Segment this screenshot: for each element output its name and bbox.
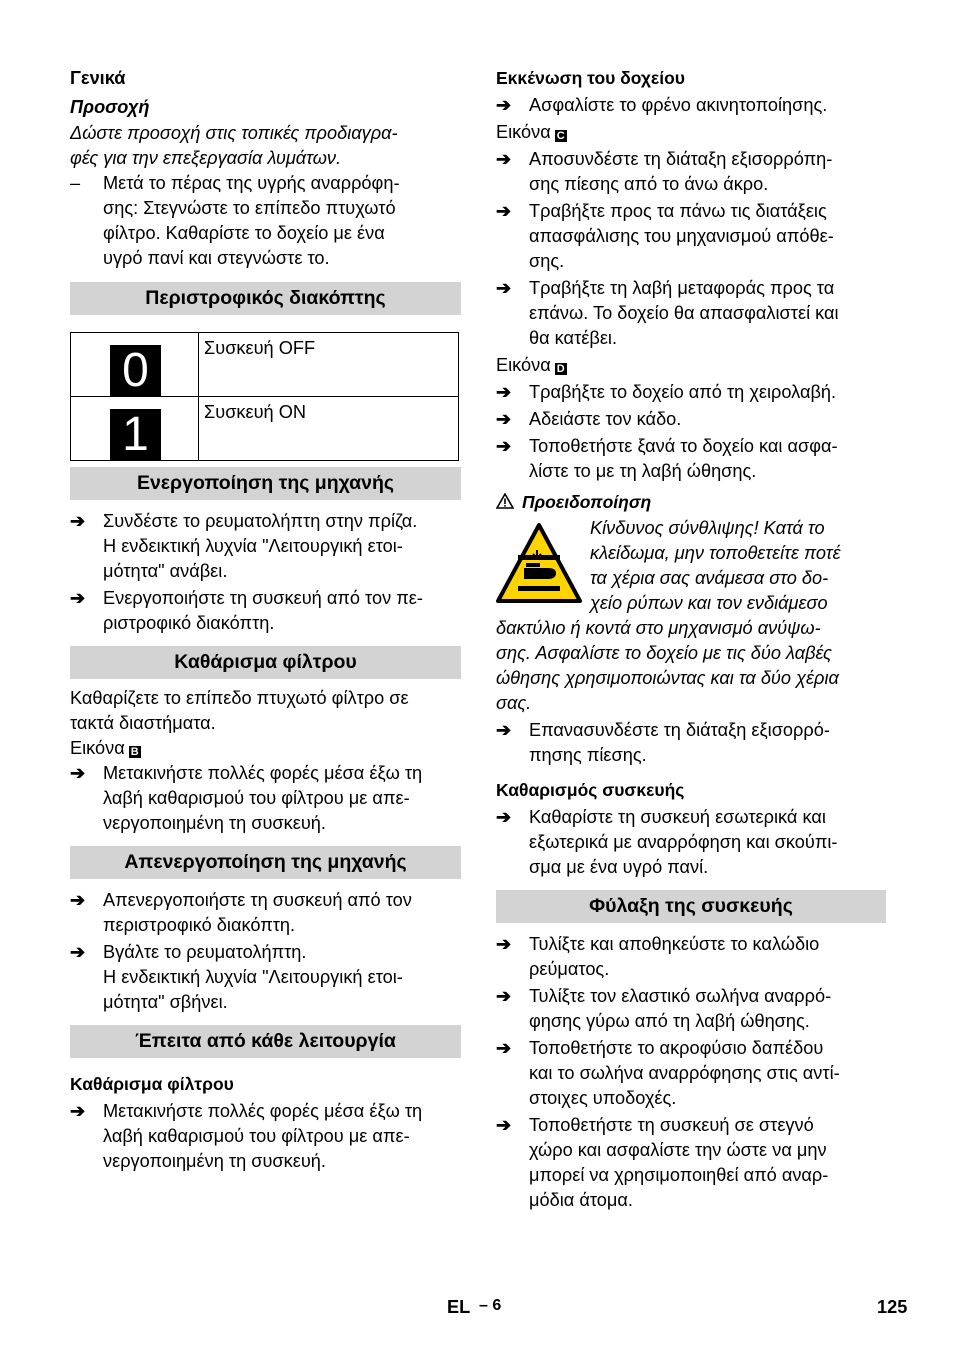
warning-label: Προειδοποίηση	[522, 492, 652, 512]
item-line: σης: Στεγνώστε το επίπεδο πτυχωτό	[103, 198, 396, 218]
arrow-right-icon: ➔	[70, 942, 86, 962]
item-line: σης πίεσης από το άνω άκρο.	[529, 174, 769, 194]
arrow-right-icon: ➔	[496, 986, 512, 1006]
subheading-filter-cleaning: Καθάρισμα φίλτρου	[70, 1074, 234, 1094]
item-line: Τοποθετήστε ξανά το δοχείο και ασφα-	[529, 436, 838, 456]
note-line: μότητα" σβήνει.	[103, 992, 228, 1012]
warning-line: κλείδωμα, μην τοποθετείτε ποτέ	[590, 543, 841, 563]
list-item	[496, 434, 886, 484]
switch-off-symbol: 0	[110, 345, 161, 396]
figure-d-icon: D	[555, 363, 567, 375]
arrow-right-icon: ➔	[496, 720, 512, 740]
hand-crush-hazard-icon	[496, 522, 582, 608]
item-line: Μετακινήστε πολλές φορές μέσα έξω τη	[103, 763, 423, 783]
switch-off-label: Συσκευή OFF	[199, 333, 459, 397]
item-line: μόδια άτομα.	[529, 1190, 633, 1210]
list-item	[496, 984, 886, 1034]
item-line: νεργοποιημένη τη συσκευή.	[103, 1151, 326, 1171]
item-line: Αδειάστε τον κάδο.	[529, 409, 682, 429]
warning-line: Κίνδυνος σύνθλιψης! Κατά το	[590, 518, 825, 538]
subheading-device-cleaning: Καθαρισμός συσκευής	[496, 780, 685, 800]
item-line: φίλτρο. Καθαρίστε το δοχείο με ένα	[103, 223, 385, 243]
list-item	[70, 888, 461, 938]
dash-list-item	[70, 171, 461, 271]
item-line: μπορεί να χρησιμοποιηθεί από αναρ-	[529, 1165, 829, 1185]
arrow-right-icon: ➔	[496, 1038, 512, 1058]
list-item	[70, 761, 461, 836]
figure-label: Εικόνα	[496, 122, 551, 142]
item-line: ριστροφικό διακόπτη.	[103, 613, 275, 633]
subheading-empty-container: Εκκένωση του δοχείου	[496, 68, 685, 88]
list-item	[496, 93, 886, 118]
right-column	[496, 60, 886, 1213]
arrow-right-icon: ➔	[496, 278, 512, 298]
warning-text-side	[590, 516, 886, 616]
footer-lang	[447, 1297, 501, 1318]
item-line: Τραβήξτε τη λαβή μεταφοράς προς τα	[529, 278, 835, 298]
item-line: Τυλίξτε τον ελαστικό σωλήνα αναρρό-	[529, 986, 832, 1006]
switch-on-label: Συσκευή ON	[199, 397, 459, 461]
item-line: Μετά το πέρας της υγρής αναρρόφη-	[103, 173, 400, 193]
arrow-right-icon: ➔	[496, 382, 512, 402]
warning-heading	[496, 490, 886, 515]
item-line: φησης γύρω από τη λαβή ώθησης.	[529, 1011, 810, 1031]
arrow-right-icon: ➔	[70, 763, 86, 783]
item-line: Ασφαλίστε το φρένο ακινητοποίησης.	[529, 95, 828, 115]
language-code: EL	[447, 1297, 470, 1317]
switch-table	[70, 332, 459, 461]
list-item	[70, 509, 461, 534]
arrow-right-icon: ➔	[70, 588, 86, 608]
section-heading-shutdown: Απενεργοποίηση της μηχανής	[70, 846, 461, 879]
item-line: απασφάλισης του μηχανισμού απόθε-	[529, 226, 834, 246]
item-line: Τοποθετήστε τη συσκευή σε στεγνό	[529, 1115, 814, 1135]
item-line: Τοποθετήστε το ακροφύσιο δαπέδου	[529, 1038, 824, 1058]
arrow-right-icon: ➔	[496, 436, 512, 456]
item-line: εξωτερικά με αναρρόφηση και σκούπι-	[529, 832, 838, 852]
item-line: Επανασυνδέστε τη διάταξη εξισορρό-	[529, 720, 830, 740]
list-item	[496, 380, 886, 405]
note-line: Η ενδεικτική λυχνία "Λειτουργική ετοι-	[103, 536, 403, 556]
figure-label: Εικόνα	[496, 355, 551, 375]
filter-text-line: Καθαρίζετε το επίπεδο πτυχωτό φίλτρο σε	[70, 688, 409, 708]
table-row	[71, 333, 459, 397]
item-line: Καθαρίστε τη συσκευή εσωτερικά και	[529, 807, 826, 827]
warning-line: τα χέρια σας ανάμεσα στο δο-	[590, 568, 829, 588]
item-line: Τραβήξτε το δοχείο από τη χειρολαβή.	[529, 382, 837, 402]
arrow-right-icon: ➔	[70, 890, 86, 910]
list-item	[496, 147, 886, 197]
caution-label: Προσοχή	[70, 97, 150, 117]
item-line: Απενεργοποιήστε τη συσκευή από τον	[103, 890, 412, 910]
item-line: Συνδέστε το ρευματολήπτη στην πρίζα.	[103, 511, 418, 531]
item-line: λίστε το με τη λαβή ώθησης.	[529, 461, 757, 481]
section-heading-storage: Φύλαξη της συσκευής	[496, 890, 886, 923]
list-item	[496, 1036, 886, 1111]
arrow-right-icon: ➔	[496, 409, 512, 429]
warning-line: δακτύλιο ή κοντά στο μηχανισμό ανύψω-	[496, 618, 821, 638]
caution-text-line: φές για την επεξεργασία λυμάτων.	[70, 148, 342, 168]
table-row	[71, 397, 459, 461]
filter-text-line: τακτά διαστήματα.	[70, 713, 216, 733]
arrow-right-icon: ➔	[70, 1101, 86, 1121]
figure-b-icon: B	[129, 746, 141, 758]
item-line: Αποσυνδέστε τη διάταξη εξισορρόπη-	[529, 149, 833, 169]
section-heading-after-operation: Έπειτα από κάθε λειτουργία	[70, 1025, 461, 1058]
section-page-number: – 6	[478, 1297, 502, 1314]
list-item	[496, 407, 886, 432]
item-line: και το σωλήνα αναρρόφησης στις αντί-	[529, 1063, 840, 1083]
list-item	[496, 805, 886, 880]
arrow-right-icon: ➔	[496, 149, 512, 169]
list-item	[496, 199, 886, 274]
arrow-right-icon: ➔	[496, 1115, 512, 1135]
arrow-right-icon: ➔	[70, 511, 86, 531]
section-heading-filter: Καθάρισμα φίλτρου	[70, 646, 461, 679]
section-heading-rotary-switch: Περιστροφικός διακόπτης	[70, 282, 461, 315]
figure-c-icon: C	[555, 130, 567, 142]
switch-symbol-cell	[71, 333, 199, 397]
note-line: μότητα" ανάβει.	[103, 561, 228, 581]
list-item	[496, 718, 886, 768]
list-item	[70, 586, 461, 636]
arrow-right-icon: ➔	[496, 201, 512, 221]
item-line: σμα με ένα υγρό πανί.	[529, 857, 709, 877]
switch-on-symbol: 1	[110, 409, 161, 460]
list-item	[496, 932, 886, 982]
item-line: ρεύματος.	[529, 959, 610, 979]
item-line: χώρο και ασφαλίστε την ώστε να μην	[529, 1140, 827, 1160]
warning-line: χείο ρύπων και τον ενδιάμεσο	[590, 593, 828, 613]
figure-b-reference	[70, 736, 461, 761]
warning-block	[496, 516, 886, 616]
note-line: Η ενδεικτική λυχνία "Λειτουργική ετοι-	[103, 967, 403, 987]
item-line: Μετακινήστε πολλές φορές μέσα έξω τη	[103, 1101, 423, 1121]
figure-label: Εικόνα	[70, 738, 125, 758]
list-item	[70, 1099, 461, 1174]
warning-triangle-icon	[496, 493, 514, 509]
item-line: σης.	[529, 251, 565, 271]
item-line: λαβή καθαρισμού του φίλτρου με απε-	[103, 1126, 410, 1146]
section-heading-startup: Ενεργοποίηση της μηχανής	[70, 467, 461, 500]
item-line: νεργοποιημένη τη συσκευή.	[103, 813, 326, 833]
warning-line: σας.	[496, 693, 532, 713]
item-line: υγρό πανί και στεγνώστε το.	[103, 248, 330, 268]
arrow-right-icon: ➔	[496, 95, 512, 115]
left-column	[70, 60, 461, 1174]
item-line: στοιχες υποδοχές.	[529, 1088, 677, 1108]
figure-c-reference	[496, 120, 886, 145]
item-line: Ενεργοποιήστε τη συσκευή από τον πε-	[103, 588, 423, 608]
page-number: 125	[877, 1297, 908, 1317]
item-line: περιστροφικό διακόπτη.	[103, 915, 296, 935]
item-line: Τυλίξτε και αποθηκεύστε το καλώδιο	[529, 934, 820, 954]
figure-d-reference	[496, 353, 886, 378]
list-item	[496, 276, 886, 351]
warning-line: ώθησης χρησιμοποιώντας και τα δύο χέρια	[496, 668, 839, 688]
switch-symbol-cell	[71, 397, 199, 461]
item-line: Τραβήξτε προς τα πάνω τις διατάξεις	[529, 201, 827, 221]
list-item	[70, 940, 461, 965]
list-item	[496, 1113, 886, 1213]
item-line: πησης πίεσης.	[529, 745, 647, 765]
general-heading: Γενικά	[70, 68, 126, 88]
item-line: θα κατέβει.	[529, 328, 618, 348]
item-line: Βγάλτε το ρευματολήπτη.	[103, 942, 307, 962]
arrow-right-icon: ➔	[496, 934, 512, 954]
warning-line: σης. Ασφαλίστε το δοχείο με τις δύο λαβές	[496, 643, 832, 663]
arrow-right-icon: ➔	[496, 807, 512, 827]
item-line: λαβή καθαρισμού του φίλτρου με απε-	[103, 788, 410, 808]
dash-bullet: –	[70, 173, 81, 193]
item-line: επάνω. Το δοχείο θα απασφαλιστεί και	[529, 303, 839, 323]
caution-text-line: Δώστε προσοχή στις τοπικές προδιαγρα-	[70, 123, 398, 143]
